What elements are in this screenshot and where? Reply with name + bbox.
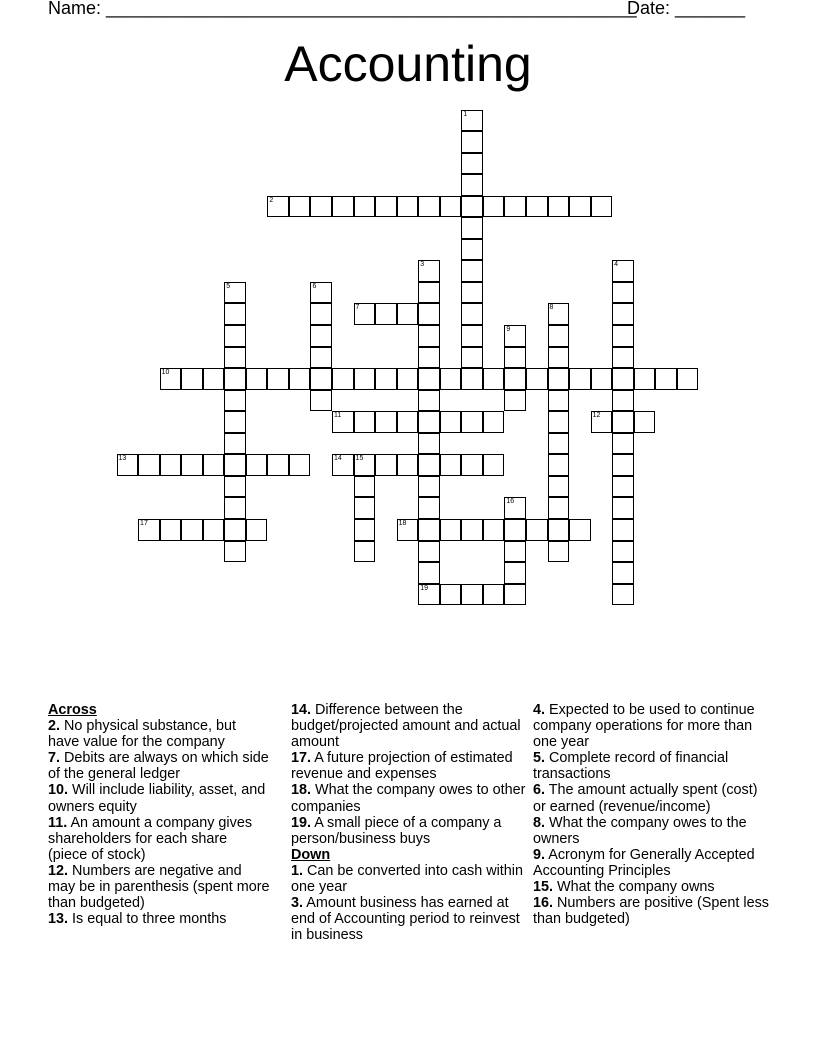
grid-cell[interactable] [354, 519, 376, 541]
grid-cell[interactable] [418, 454, 440, 476]
clue-number: 6 [312, 282, 317, 290]
grid-cell[interactable] [461, 454, 483, 476]
grid-cell[interactable] [310, 390, 332, 412]
grid-cell[interactable] [418, 519, 440, 541]
grid-cell[interactable] [224, 433, 246, 455]
clue-across: 10. Will include liability, asset, and owners equity [48, 782, 266, 815]
grid-cell[interactable] [483, 411, 505, 433]
grid-cell[interactable] [526, 519, 548, 541]
grid-cell[interactable] [397, 454, 419, 476]
grid-cell[interactable] [354, 368, 376, 390]
clue-number: 13 [118, 455, 127, 463]
grid-cell[interactable] [461, 282, 483, 304]
grid-cell[interactable] [612, 325, 634, 347]
grid-cell[interactable] [418, 196, 440, 218]
clue-number: 18 [398, 519, 407, 527]
grid-cell[interactable] [483, 454, 505, 476]
grid-cell[interactable] [224, 454, 246, 476]
grid-cell[interactable] [461, 519, 483, 541]
grid-cell[interactable] [310, 282, 332, 304]
grid-cell[interactable] [332, 196, 354, 218]
grid-cell[interactable] [418, 433, 440, 455]
clue-number: 11 [334, 412, 342, 420]
clue-across: 17. A future projection of estimated revenue and expenses [291, 750, 513, 783]
grid-cell[interactable] [569, 368, 591, 390]
grid-cell[interactable] [224, 497, 246, 519]
grid-cell[interactable] [461, 325, 483, 347]
grid-cell[interactable] [591, 196, 613, 218]
grid-cell[interactable] [504, 562, 526, 584]
grid-cell[interactable] [548, 541, 570, 563]
grid-cell[interactable] [569, 196, 591, 218]
grid-cell[interactable] [310, 368, 332, 390]
clue-down: 4. Expected to be used to continue company operations for more than one year [533, 702, 755, 751]
grid-cell[interactable] [181, 454, 203, 476]
grid-cell[interactable] [461, 347, 483, 369]
grid-cell[interactable] [310, 347, 332, 369]
grid-cell[interactable] [203, 519, 225, 541]
grid-cell[interactable] [310, 196, 332, 218]
grid-cell[interactable] [354, 497, 376, 519]
grid-cell[interactable] [655, 368, 677, 390]
grid-cell[interactable] [418, 541, 440, 563]
grid-cell[interactable] [289, 196, 311, 218]
clue-down: 6. The amount actually spent (cost) or earned (revenue/income) [533, 782, 758, 815]
grid-cell[interactable] [548, 519, 570, 541]
grid-cell[interactable] [548, 411, 570, 433]
clues-column-1 [48, 702, 270, 927]
grid-cell[interactable] [612, 303, 634, 325]
grid-cell[interactable] [246, 519, 268, 541]
grid-cell[interactable] [461, 217, 483, 239]
grid-cell[interactable] [440, 368, 462, 390]
grid-cell[interactable] [418, 411, 440, 433]
grid-cell[interactable] [548, 390, 570, 412]
grid-cell[interactable] [612, 347, 634, 369]
clue-number: 5 [226, 282, 231, 290]
grid-cell[interactable] [397, 303, 419, 325]
grid-cell[interactable] [612, 584, 634, 606]
clue-across: 2. No physical substance, but have value for the company [48, 718, 237, 751]
clues-column-3 [533, 702, 769, 927]
grid-cell[interactable] [160, 519, 182, 541]
grid-cell[interactable] [612, 541, 634, 563]
grid-cell[interactable] [461, 260, 483, 282]
name-field: Name: _____________________________________________________ [48, 0, 637, 18]
grid-cell[interactable] [224, 411, 246, 433]
grid-cell[interactable] [612, 476, 634, 498]
grid-cell[interactable] [504, 519, 526, 541]
grid-cell[interactable] [634, 411, 656, 433]
grid-cell[interactable] [160, 454, 182, 476]
grid-cell[interactable] [354, 411, 376, 433]
grid-cell[interactable] [440, 519, 462, 541]
grid-cell[interactable] [677, 368, 699, 390]
clue-down: 15. What the company owns [533, 879, 715, 896]
clue-down: 8. What the company owes to the owners [533, 814, 747, 847]
clue-number: 3 [420, 261, 425, 269]
grid-cell[interactable] [418, 325, 440, 347]
grid-cell[interactable] [569, 519, 591, 541]
grid-cell[interactable] [418, 282, 440, 304]
grid-cell[interactable] [375, 368, 397, 390]
grid-cell[interactable] [397, 411, 419, 433]
grid-cell[interactable] [181, 368, 203, 390]
grid-cell[interactable] [612, 519, 634, 541]
clue-number: 16 [506, 498, 515, 506]
grid-cell[interactable] [440, 454, 462, 476]
grid-cell[interactable] [440, 584, 462, 606]
grid-cell[interactable] [418, 584, 440, 606]
grid-cell[interactable] [224, 541, 246, 563]
grid-cell[interactable] [418, 497, 440, 519]
down-heading: Down [291, 846, 331, 863]
grid-cell[interactable] [612, 562, 634, 584]
clue-number: 1 [463, 110, 468, 118]
grid-cell[interactable] [310, 303, 332, 325]
grid-cell[interactable] [461, 110, 483, 132]
grid-cell[interactable] [591, 411, 613, 433]
grid-cell[interactable] [526, 196, 548, 218]
grid-cell[interactable] [418, 303, 440, 325]
grid-cell[interactable] [224, 303, 246, 325]
grid-cell[interactable] [397, 196, 419, 218]
grid-cell[interactable] [440, 196, 462, 218]
grid-cell[interactable] [483, 368, 505, 390]
grid-cell[interactable] [224, 390, 246, 412]
grid-cell[interactable] [461, 174, 483, 196]
grid-cell[interactable] [375, 454, 397, 476]
clue-down: 3. Amount business has earned at end of Accounting period to reinvest in business [291, 895, 520, 944]
grid-cell[interactable] [354, 541, 376, 563]
grid-cell[interactable] [612, 282, 634, 304]
grid-cell[interactable] [634, 368, 656, 390]
grid-cell[interactable] [504, 390, 526, 412]
grid-cell[interactable] [418, 260, 440, 282]
grid-cell[interactable] [461, 411, 483, 433]
grid-cell[interactable] [375, 196, 397, 218]
clue-number: 2 [269, 196, 274, 204]
grid-cell[interactable] [332, 411, 354, 433]
grid-cell[interactable] [310, 325, 332, 347]
clue-across: 7. Debits are always on which side of the general ledger [48, 750, 269, 783]
clue-number: 19 [420, 584, 428, 592]
grid-cell[interactable] [461, 584, 483, 606]
clue-across: 14. Difference between the budget/projected amount and actual amount [291, 702, 521, 751]
clue-across: 13. Is equal to three months [48, 911, 227, 928]
grid-cell[interactable] [548, 476, 570, 498]
grid-cell[interactable] [418, 390, 440, 412]
grid-cell[interactable] [138, 454, 160, 476]
grid-cell[interactable] [418, 368, 440, 390]
grid-cell[interactable] [612, 260, 634, 282]
clue-down: 16. Numbers are positive (Spent less than budgeted) [533, 895, 769, 928]
grid-cell[interactable] [612, 411, 634, 433]
grid-cell[interactable] [246, 454, 268, 476]
grid-cell[interactable] [224, 476, 246, 498]
grid-cell[interactable] [504, 196, 526, 218]
grid-cell[interactable] [203, 368, 225, 390]
grid-cell[interactable] [612, 433, 634, 455]
clue-across: 12. Numbers are negative and may be in parenthesis (spent more than budgeted) [48, 862, 270, 912]
across-heading: Across [48, 702, 97, 718]
clue-number: 14 [334, 455, 342, 463]
grid-cell[interactable] [548, 303, 570, 325]
clue-number: 4 [614, 261, 619, 269]
grid-cell[interactable] [461, 153, 483, 175]
clue-number: 10 [161, 369, 170, 377]
grid-cell[interactable] [160, 368, 182, 390]
grid-cell[interactable] [117, 454, 139, 476]
date-field: Date: _______ [627, 0, 746, 18]
grid-cell[interactable] [548, 368, 570, 390]
grid-cell[interactable] [504, 368, 526, 390]
grid-cell[interactable] [591, 368, 613, 390]
grid-cell[interactable] [461, 303, 483, 325]
grid-cell[interactable] [224, 325, 246, 347]
grid-cell[interactable] [483, 196, 505, 218]
grid-cell[interactable] [332, 454, 354, 476]
clue-number: 15 [355, 455, 364, 463]
grid-cell[interactable] [354, 303, 376, 325]
grid-cell[interactable] [461, 239, 483, 261]
clue-down: 5. Complete record of financial transactions [533, 750, 729, 783]
grid-cell[interactable] [548, 196, 570, 218]
grid-cell[interactable] [504, 541, 526, 563]
grid-cell[interactable] [289, 454, 311, 476]
grid-cell[interactable] [375, 411, 397, 433]
clue-number: 12 [592, 412, 601, 420]
page-title: Accounting [284, 36, 532, 92]
clue-across: 18. What the company owes to other companies [291, 782, 526, 815]
grid-cell[interactable] [504, 584, 526, 606]
grid-cell[interactable] [246, 368, 268, 390]
grid-cell[interactable] [397, 368, 419, 390]
grid-cell[interactable] [461, 196, 483, 218]
grid-cell[interactable] [440, 411, 462, 433]
grid-cell[interactable] [504, 347, 526, 369]
grid-cell[interactable] [612, 454, 634, 476]
grid-cell[interactable] [354, 196, 376, 218]
clue-down: 1. Can be converted into cash within one year [291, 862, 524, 896]
grid-cell[interactable] [612, 368, 634, 390]
grid-cell[interactable] [418, 476, 440, 498]
grid-cell[interactable] [548, 433, 570, 455]
grid-cell[interactable] [203, 454, 225, 476]
grid-cell[interactable] [267, 196, 289, 218]
clue-down: 9. Acronym for Generally Accepted Accounting Principles [533, 846, 755, 879]
grid-cell[interactable] [138, 519, 160, 541]
grid-cell[interactable] [548, 325, 570, 347]
grid-cell[interactable] [612, 390, 634, 412]
grid-cell[interactable] [397, 519, 419, 541]
grid-cell[interactable] [224, 347, 246, 369]
grid-cell[interactable] [548, 454, 570, 476]
grid-cell[interactable] [461, 131, 483, 153]
grid-cell[interactable] [548, 347, 570, 369]
grid-cell[interactable] [526, 368, 548, 390]
clue-number: 7 [355, 304, 360, 312]
grid-cell[interactable] [224, 368, 246, 390]
grid-cell[interactable] [418, 347, 440, 369]
grid-cell[interactable] [504, 497, 526, 519]
grid-cell[interactable] [504, 325, 526, 347]
grid-cell[interactable] [267, 368, 289, 390]
grid-cell[interactable] [461, 368, 483, 390]
grid-cell[interactable] [483, 584, 505, 606]
grid-cell[interactable] [354, 476, 376, 498]
grid-cell[interactable] [289, 368, 311, 390]
grid-cell[interactable] [224, 282, 246, 304]
clues-column-2 [291, 702, 527, 943]
grid-cell[interactable] [224, 519, 246, 541]
grid-cell[interactable] [483, 519, 505, 541]
grid-cell[interactable] [354, 454, 376, 476]
grid-cell[interactable] [375, 303, 397, 325]
grid-cell[interactable] [181, 519, 203, 541]
grid-cell[interactable] [332, 368, 354, 390]
grid-cell[interactable] [418, 562, 440, 584]
clue-number: 17 [140, 519, 148, 527]
grid-cell[interactable] [612, 497, 634, 519]
clue-number: 9 [506, 326, 511, 333]
clue-across: 11. An amount a company gives shareholders for each share (piece of stock) [48, 814, 253, 863]
grid-cell[interactable] [267, 454, 289, 476]
clue-across: 19. A small piece of a company a person/business buys [291, 814, 502, 847]
clue-number: 8 [549, 304, 554, 312]
grid-cell[interactable] [548, 497, 570, 519]
